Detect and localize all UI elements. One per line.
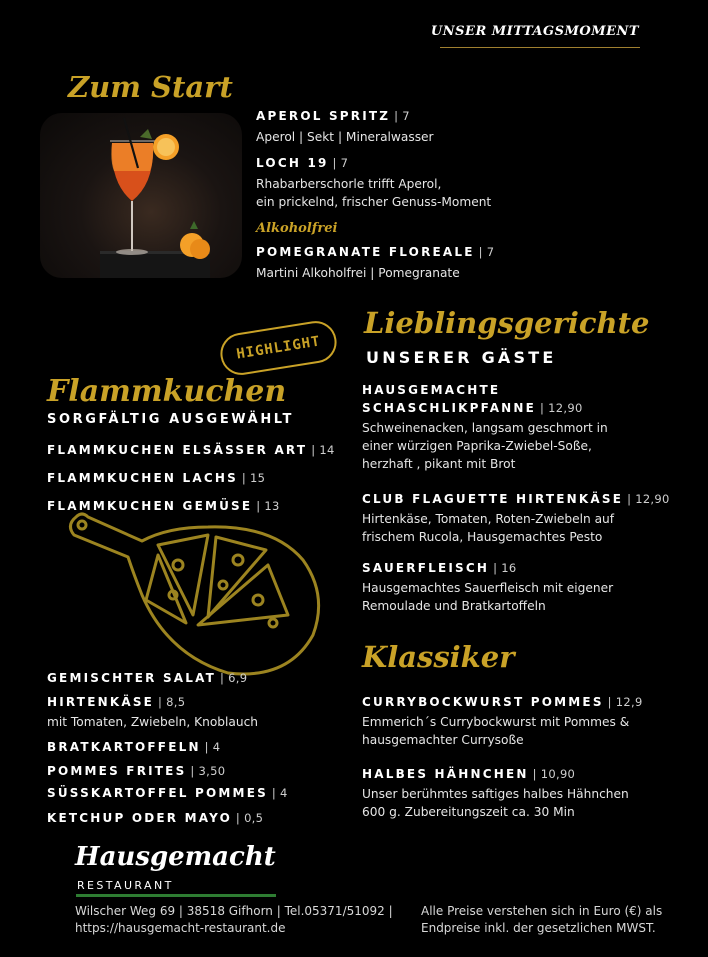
lieblings-title: Lieblingsgerichte [364, 306, 650, 340]
item-name: FLAMMKUCHEN LACHS [47, 471, 238, 485]
item-price: 4 [280, 786, 288, 800]
cocktail-glass-icon [40, 113, 242, 278]
side-item-salad: GEMISCHTER SALAT | 6,9 [47, 671, 248, 685]
item-price: 15 [250, 471, 266, 485]
item-name: SÜSSKARTOFFEL POMMES [47, 786, 268, 800]
item-name: GEMISCHTER SALAT [47, 671, 217, 685]
item-name: FLAMMKUCHEN GEMÜSE [47, 499, 253, 513]
item-desc: 600 g. Zubereitungszeit ca. 30 Min [362, 805, 575, 819]
footer-website[interactable]: https://hausgemacht-restaurant.de [75, 921, 286, 935]
item-price: 16 [501, 561, 517, 575]
item-desc: Remoulade und Bratkartoffeln [362, 599, 546, 613]
flammkuchen-item: FLAMMKUCHEN GEMÜSE | 13 [47, 499, 280, 513]
item-name: BRATKARTOFFELN [47, 740, 201, 754]
item-price: 12,90 [548, 401, 583, 415]
footer-price-note-1: Alle Preise verstehen sich in Euro (€) als [421, 904, 663, 918]
item-price: 0,5 [244, 811, 264, 825]
item-name: KETCHUP ODER MAYO [47, 811, 232, 825]
alcoholfree-label: Alkoholfrei [256, 221, 338, 236]
item-name: POMMES FRITES [47, 764, 187, 778]
lieblings-item-sauerfleisch: SAUERFLEISCH | 16 Hausgemachtes Sauerfleisch mit eigener Remoulade und Bratkartoffeln [362, 561, 614, 613]
highlight-badge-text: HIGHLIGHT [235, 333, 322, 363]
side-item-ketchup: KETCHUP ODER MAYO | 0,5 [47, 811, 264, 825]
item-price: 7 [486, 245, 495, 259]
highlight-badge [217, 318, 339, 378]
item-desc: Unser berühmtes saftiges halbes Hähnchen [362, 787, 629, 801]
item-name: LOCH 19 [256, 156, 329, 170]
footer-brand-sub: RESTAURANT [77, 879, 174, 892]
klassiker-title: Klassiker [362, 640, 515, 674]
flammkuchen-title: Flammkuchen [47, 374, 287, 409]
item-price: 3,50 [198, 764, 226, 778]
item-price: 7 [340, 156, 349, 170]
item-desc: Hirtenkäse, Tomaten, Roten-Zwiebeln auf [362, 512, 615, 526]
side-item-bratkartoffeln: BRATKARTOFFELN | 4 [47, 740, 221, 754]
flammkuchen-item: FLAMMKUCHEN ELSÄSSER ART | 14 [47, 443, 335, 457]
item-name: APEROL SPRITZ [256, 109, 391, 123]
item-name: SCHASCHLIKPFANNE [362, 401, 537, 415]
header-tagline [430, 24, 640, 39]
item-name: SAUERFLEISCH [362, 561, 490, 575]
item-desc: Schweinenacken, langsam geschmort in [362, 421, 608, 435]
item-desc: Hausgemachtes Sauerfleisch mit eigener [362, 581, 614, 595]
side-item-pommes: POMMES FRITES | 3,50 [47, 764, 226, 778]
item-name: FLAMMKUCHEN ELSÄSSER ART [47, 443, 308, 457]
item-desc: ein prickelnd, frischer Genuss-Moment [256, 195, 492, 209]
item-desc: einer würzigen Paprika-Zwiebel-Soße, [362, 439, 592, 453]
side-item-hirtenkaese: HIRTENKÄSE | 8,5 [47, 695, 186, 709]
pizza-board-icon [58, 505, 328, 680]
item-desc: hausgemachter Currysoße [362, 733, 524, 747]
footer-address: Wilscher Weg 69 | 38518 Gifhorn | Tel.05371/51092 | [75, 904, 393, 918]
item-desc: Emmerich´s Currybockwurst mit Pommes & [362, 715, 630, 729]
flammkuchen-subtitle: SORGFÄLTIG AUSGEWÄHLT [47, 412, 295, 427]
item-name: POMEGRANATE FLOREALE [256, 245, 475, 259]
item-desc: Martini Alkoholfrei | Pomegranate [256, 266, 460, 280]
item-name: CLUB FLAGUETTE HIRTENKÄSE [362, 492, 624, 506]
item-name: HALBES HÄHNCHEN [362, 767, 529, 781]
item-desc: frischem Rucola, Hausgemachtes Pesto [362, 530, 603, 544]
footer-price-note-2: Endpreise inkl. der gesetzlichen MWST. [421, 921, 656, 935]
side-item-hirtenkaese-desc: mit Tomaten, Zwiebeln, Knoblauch [47, 715, 259, 729]
item-price: 12,9 [615, 695, 643, 709]
start-item-pomegranate: POMEGRANATE FLOREALE | 7 Martini Alkoholfrei | Pomegranate [256, 245, 495, 280]
footer-brand-rule [76, 894, 276, 897]
item-desc: herzhaft , pikant mit Brot [362, 457, 516, 471]
item-name: HIRTENKÄSE [47, 695, 155, 709]
item-price: 12,90 [635, 492, 670, 506]
start-title: Zum Start [68, 70, 233, 104]
start-item-loch19: LOCH 19 | 7 Rhabarberschorle trifft Aperol, ein prickelnd, frischer Genuss-Moment [256, 156, 492, 209]
lieblings-item-schaschlik: HAUSGEMACHTE SCHASCHLIKPFANNE | 12,90 Schweinenacken, langsam geschmort in einer würzigen Paprika-Zwiebel-Soße, herzhaft , pikant mit Brot [362, 383, 608, 471]
side-item-suesskartoffel: SÜSSKARTOFFEL POMMES | 4 [47, 786, 288, 800]
lieblings-subtitle: UNSERER GÄSTE [366, 348, 557, 367]
item-desc: Aperol | Sekt | Mineralwasser [256, 130, 434, 144]
item-price: 4 [212, 740, 221, 754]
start-item-aperol: APEROL SPRITZ | 7 Aperol | Sekt | Mineralwasser [256, 109, 434, 144]
cocktail-image [40, 113, 242, 278]
klassiker-item-currywurst: CURRYBOCKWURST POMMES | 12,9 Emmerich´s Currybockwurst mit Pommes & hausgemachter Currysoße [362, 695, 643, 747]
item-price: 8,5 [166, 695, 186, 709]
item-price: 13 [264, 499, 280, 513]
tagline-text: UNSER MITTAGSMOMENT [430, 24, 640, 39]
item-desc: Rhabarberschorle trifft Aperol, [256, 177, 442, 191]
header-rule [440, 47, 640, 48]
item-price: 6,9 [228, 671, 248, 685]
item-name: CURRYBOCKWURST POMMES [362, 695, 604, 709]
flammkuchen-item: FLAMMKUCHEN LACHS | 15 [47, 471, 266, 485]
item-price: 14 [319, 443, 335, 457]
item-price: 7 [402, 109, 410, 123]
item-price: 10,90 [540, 767, 576, 781]
footer-brand: Hausgemacht [75, 842, 276, 872]
klassiker-item-haehnchen: HALBES HÄHNCHEN | 10,90 Unser berühmtes saftiges halbes Hähnchen 600 g. Zubereitungszeit ca. 30 Min [362, 767, 629, 819]
item-name: HAUSGEMACHTE [362, 383, 501, 397]
lieblings-item-flaguette: CLUB FLAGUETTE HIRTENKÄSE | 12,90 Hirtenkäse, Tomaten, Roten-Zwiebeln auf frischem Rucola, Hausgemachtes Pesto [362, 492, 670, 544]
